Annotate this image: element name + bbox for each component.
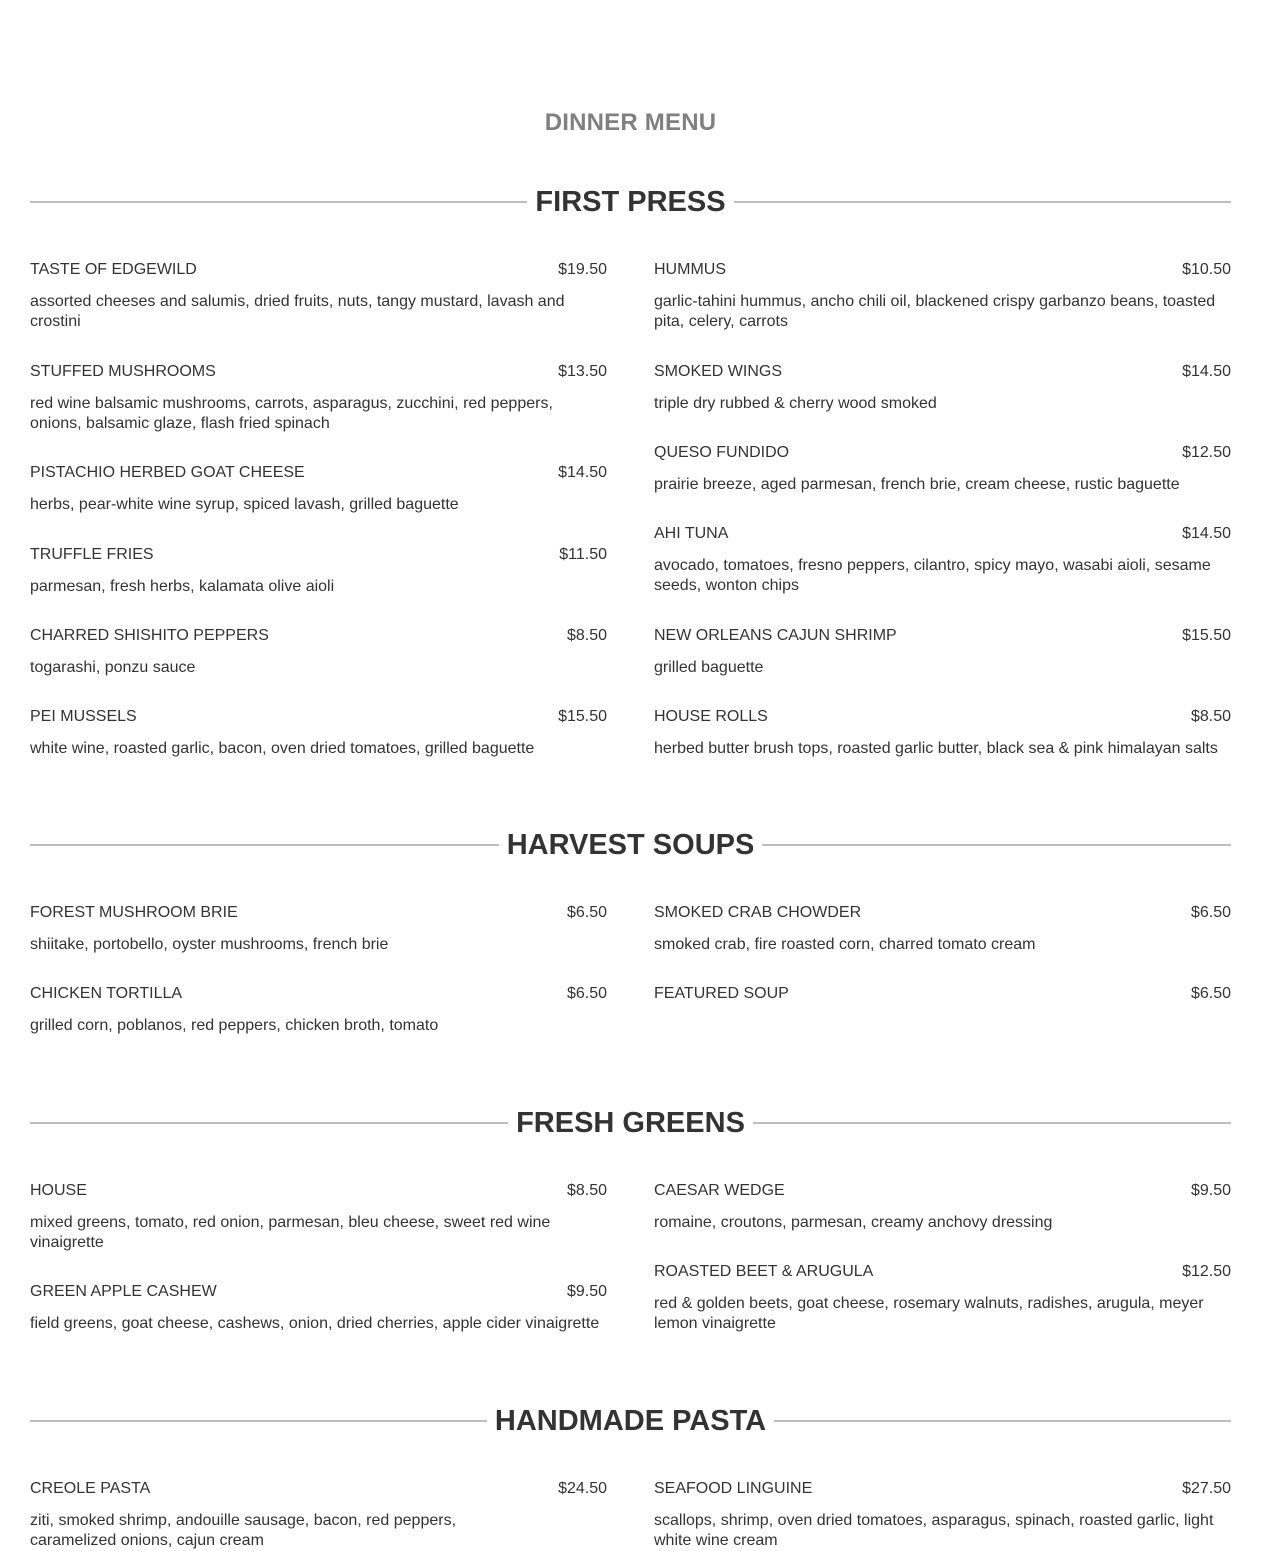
menu-item <box>30 463 607 515</box>
menu-item <box>654 707 1231 759</box>
item-name: NEW ORLEANS CAJUN SHRIMP <box>654 627 897 644</box>
item-description: prairie breeze, aged parmesan, french brie, cream cheese, rustic baguette <box>654 476 1180 493</box>
menu-item <box>654 1262 1231 1334</box>
item-price: $9.50 <box>566 1283 607 1300</box>
item-price: $15.50 <box>1182 627 1231 644</box>
section-header <box>30 825 1231 865</box>
item-name: GREEN APPLE CASHEW <box>30 1283 217 1300</box>
item-name: HOUSE ROLLS <box>654 708 768 725</box>
item-description: triple dry rubbed & cherry wood smoked <box>654 395 937 412</box>
item-description: red & golden beets, goat cheese, rosemary walnuts, radishes, arugula, meyer lemon vinaigrette <box>654 1295 1204 1332</box>
item-description: grilled corn, poblanos, red peppers, chicken broth, tomato <box>30 1017 439 1034</box>
item-name: TRUFFLE FRIES <box>30 546 154 563</box>
item-name: FOREST MUSHROOM BRIE <box>30 904 238 921</box>
menu-item <box>30 626 607 678</box>
divider-right <box>762 844 1231 846</box>
menu-item <box>654 1479 1231 1551</box>
item-price: $6.50 <box>1190 904 1231 921</box>
section-heading: HARVEST SOUPS <box>506 829 755 861</box>
menu-item <box>654 524 1231 596</box>
item-description: shiitake, portobello, oyster mushrooms, french brie <box>30 936 389 953</box>
item-price: $6.50 <box>566 985 607 1002</box>
menu-item <box>30 1181 607 1253</box>
menu-item <box>30 362 607 434</box>
item-description: herbed butter brush tops, roasted garlic butter, black sea & pink himalayan salts <box>654 740 1218 757</box>
item-name: CHICKEN TORTILLA <box>30 985 183 1002</box>
item-price: $8.50 <box>1190 708 1231 725</box>
item-description: white wine, roasted garlic, bacon, oven dried tomatoes, grilled baguette <box>30 740 535 757</box>
item-description: togarashi, ponzu sauce <box>30 659 196 676</box>
item-price: $8.50 <box>566 627 607 644</box>
item-price: $12.50 <box>1182 1263 1231 1280</box>
item-price: $12.50 <box>1182 444 1231 461</box>
item-price: $6.50 <box>1190 985 1231 1002</box>
item-description: smoked crab, fire roasted corn, charred tomato cream <box>654 936 1036 953</box>
item-name: SEAFOOD LINGUINE <box>654 1480 813 1497</box>
menu-item <box>654 260 1231 332</box>
section-harvest-soups <box>30 825 1231 1034</box>
item-description: avocado, tomatoes, fresno peppers, cilantro, spicy mayo, wasabi aioli, sesame seeds, wonton chips <box>654 557 1211 594</box>
section-first-press <box>30 182 1231 757</box>
item-name: HUMMUS <box>654 261 726 278</box>
item-price: $11.50 <box>559 546 607 563</box>
divider-left <box>30 1420 487 1422</box>
item-description: scallops, shrimp, oven dried tomatoes, asparagus, spinach, roasted garlic, light white wine cream <box>654 1512 1214 1549</box>
menu-item <box>654 903 1231 955</box>
item-price: $6.50 <box>566 904 607 921</box>
item-description: red wine balsamic mushrooms, carrots, asparagus, zucchini, red peppers, onions, balsamic glaze, flash fried spinach <box>30 395 553 432</box>
item-name: PEI MUSSELS <box>30 708 137 725</box>
item-price: $8.50 <box>566 1182 607 1199</box>
item-description: mixed greens, tomato, red onion, parmesan, bleu cheese, sweet red wine vinaigrette <box>30 1214 551 1251</box>
menu-item <box>654 362 1231 414</box>
item-price: $24.50 <box>558 1480 607 1497</box>
item-price: $14.50 <box>1182 525 1231 542</box>
section-handmade-pasta <box>30 1401 1231 1549</box>
section-header <box>30 1103 1231 1143</box>
menu-item <box>30 545 607 597</box>
menu-item <box>654 1181 1231 1233</box>
item-description: romaine, croutons, parmesan, creamy anchovy dressing <box>654 1214 1053 1231</box>
item-name: QUESO FUNDIDO <box>654 444 790 461</box>
menu-item <box>654 626 1231 678</box>
section-heading: FRESH GREENS <box>516 1107 745 1139</box>
item-price: $19.50 <box>558 261 607 278</box>
menu-item <box>30 984 607 1036</box>
item-name: TASTE OF EDGEWILD <box>30 261 197 278</box>
item-description: assorted cheeses and salumis, dried fruits, nuts, tangy mustard, lavash and crostini <box>30 293 565 330</box>
menu-item <box>30 260 607 332</box>
item-price: $15.50 <box>558 708 607 725</box>
divider-right <box>753 1122 1231 1124</box>
divider-left <box>30 201 527 203</box>
section-header <box>30 1401 1231 1441</box>
menu-item <box>30 903 607 955</box>
menu-item <box>654 443 1231 495</box>
divider-right <box>774 1420 1231 1422</box>
item-name: CHARRED SHISHITO PEPPERS <box>30 627 269 644</box>
section-heading: HANDMADE PASTA <box>494 1405 767 1437</box>
menu-item <box>654 984 1231 1016</box>
item-description: ziti, smoked shrimp, andouille sausage, bacon, red peppers, caramelized onions, cajun cream <box>30 1512 457 1549</box>
item-price: $13.50 <box>558 363 607 380</box>
item-description: herbs, pear-white wine syrup, spiced lavash, grilled baguette <box>30 496 459 513</box>
menu-item <box>30 1282 607 1334</box>
divider-left <box>30 844 499 846</box>
divider-right <box>734 201 1231 203</box>
item-price: $9.50 <box>1190 1182 1231 1199</box>
item-description: field greens, goat cheese, cashews, onion, dried cherries, apple cider vinaigrette <box>30 1315 600 1332</box>
item-name: HOUSE <box>30 1182 87 1199</box>
item-name: SMOKED CRAB CHOWDER <box>654 904 862 921</box>
menu-item <box>30 707 607 759</box>
item-price: $14.50 <box>1182 363 1231 380</box>
item-name: CREOLE PASTA <box>30 1480 151 1497</box>
item-name: FEATURED SOUP <box>654 985 789 1002</box>
item-name: STUFFED MUSHROOMS <box>30 363 216 380</box>
section-heading: FIRST PRESS <box>535 186 726 218</box>
divider-left <box>30 1122 508 1124</box>
section-fresh-greens <box>30 1103 1231 1332</box>
item-price: $10.50 <box>1182 261 1231 278</box>
item-name: PISTACHIO HERBED GOAT CHEESE <box>30 464 305 481</box>
item-name: AHI TUNA <box>654 525 729 542</box>
item-price: $27.50 <box>1182 1480 1231 1497</box>
item-description: parmesan, fresh herbs, kalamata olive aioli <box>30 578 335 595</box>
menu-title: DINNER MENU <box>544 109 717 136</box>
section-header <box>30 182 1231 222</box>
menu-item <box>30 1479 607 1551</box>
item-name: SMOKED WINGS <box>654 363 783 380</box>
item-description: garlic-tahini hummus, ancho chili oil, blackened crispy garbanzo beans, toasted pita, celery, carrots <box>654 293 1216 330</box>
item-name: CAESAR WEDGE <box>654 1182 785 1199</box>
item-name: ROASTED BEET & ARUGULA <box>654 1263 874 1280</box>
item-description: grilled baguette <box>654 659 764 676</box>
item-price: $14.50 <box>558 464 607 481</box>
